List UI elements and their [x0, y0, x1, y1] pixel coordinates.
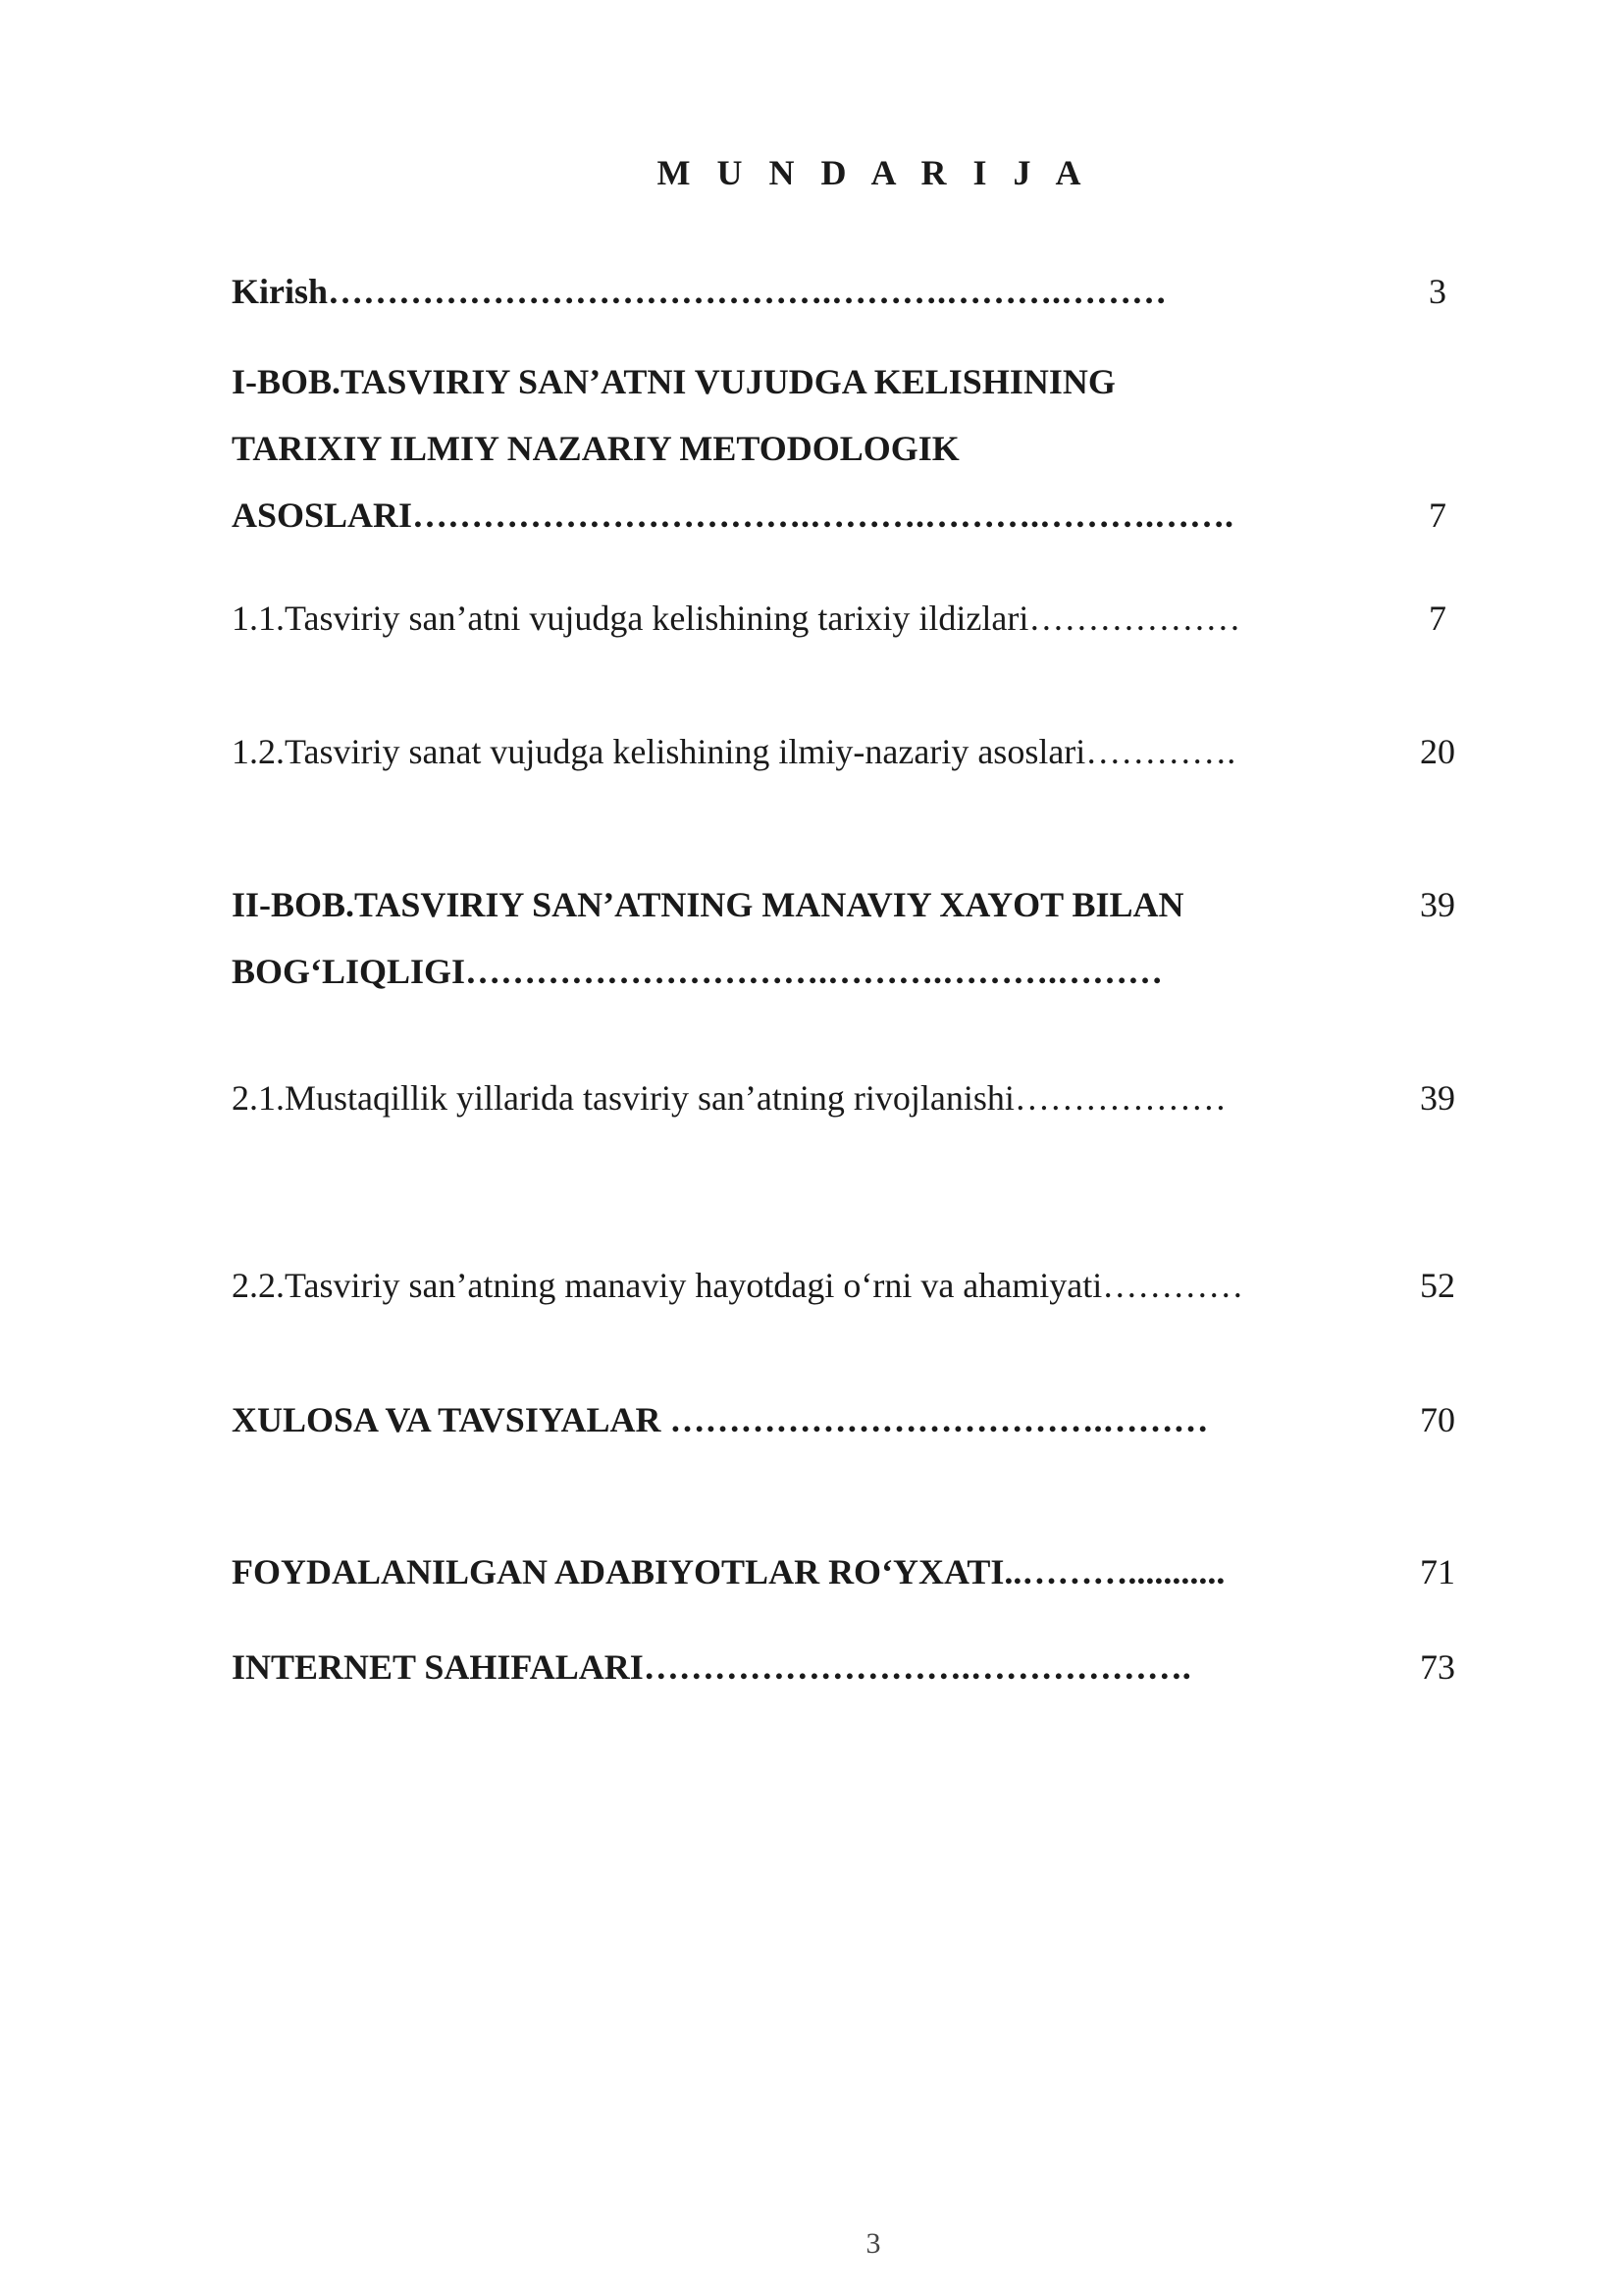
toc-entry-text: II-BOB.TASVIRIY SAN’ATNING MANAVIY XAYOT BILAN [232, 885, 1184, 924]
toc-entry-internet-pages[interactable] [232, 1634, 1331, 1700]
toc-entry-chapter-2[interactable] [232, 871, 1331, 1005]
toc-entry-text: 2.2.Tasviriy san’atning manaviy hayotdagi o‘rni va ahamiyati………… [232, 1266, 1244, 1305]
toc-entry-text: FOYDALANILGAN ADABIYOTLAR RO‘YXATI..………........... [232, 1552, 1226, 1591]
toc-page-number: 7 [1429, 599, 1446, 638]
toc-entry-text: INTERNET SAHIFALARI……………………….………………. [232, 1647, 1191, 1687]
toc-page-number: 39 [1420, 885, 1455, 924]
toc-page-number: 73 [1420, 1647, 1455, 1687]
toc-entry-section-1-2[interactable] [232, 718, 1331, 785]
toc-page-number: 7 [1429, 495, 1446, 535]
toc-entry-text: Kirish…………………………………….……….……….……… [232, 272, 1168, 311]
toc-entry-text: TARIXIY ILMIY NAZARIY METODOLOGIK [232, 429, 960, 468]
toc-entry-text: BOG‘LIQLIGI………………………….……….……….……… [232, 952, 1164, 991]
toc-entry-conclusion[interactable] [232, 1386, 1331, 1453]
toc-entry-kirish[interactable] [232, 258, 1331, 325]
toc-entry-text: I-BOB.TASVIRIY SAN’ATNI VUJUDGA KELISHINING [232, 362, 1116, 401]
toc-page-number: 52 [1420, 1266, 1455, 1305]
toc-page-number: 71 [1420, 1552, 1455, 1591]
toc-entry-bibliography[interactable] [232, 1538, 1331, 1605]
toc-entry-text: XULOSA VA TAVSIYALAR ……………………………….……… [232, 1400, 1209, 1439]
toc-page-number: 3 [1429, 272, 1446, 311]
toc-page-number: 39 [1420, 1078, 1455, 1118]
toc-entry-text: ASOSLARI…………………………….……….……….……….……. [232, 495, 1234, 535]
toc-page-number: 20 [1420, 732, 1455, 771]
toc-entry-text: 1.2.Tasviriy sanat vujudga kelishining ilmiy-nazariy asoslari…………. [232, 732, 1236, 771]
toc-entry-section-1-1[interactable] [232, 585, 1331, 652]
toc-entry-text: 1.1.Tasviriy san’atni vujudga kelishining tarixiy ildizlari……………… [232, 599, 1241, 638]
toc-entry-section-2-1[interactable] [232, 1065, 1331, 1131]
page-footer-number: 3 [865, 2227, 881, 2260]
toc-page-number: 70 [1420, 1400, 1455, 1439]
toc-entry-chapter-1[interactable] [232, 348, 1331, 548]
toc-entry-text: 2.1.Mustaqillik yillarida tasviriy san’atning rivojlanishi……………… [232, 1078, 1227, 1118]
toc-entry-section-2-2[interactable] [232, 1252, 1331, 1319]
toc-heading: M U N D A R I J A [656, 153, 1090, 192]
